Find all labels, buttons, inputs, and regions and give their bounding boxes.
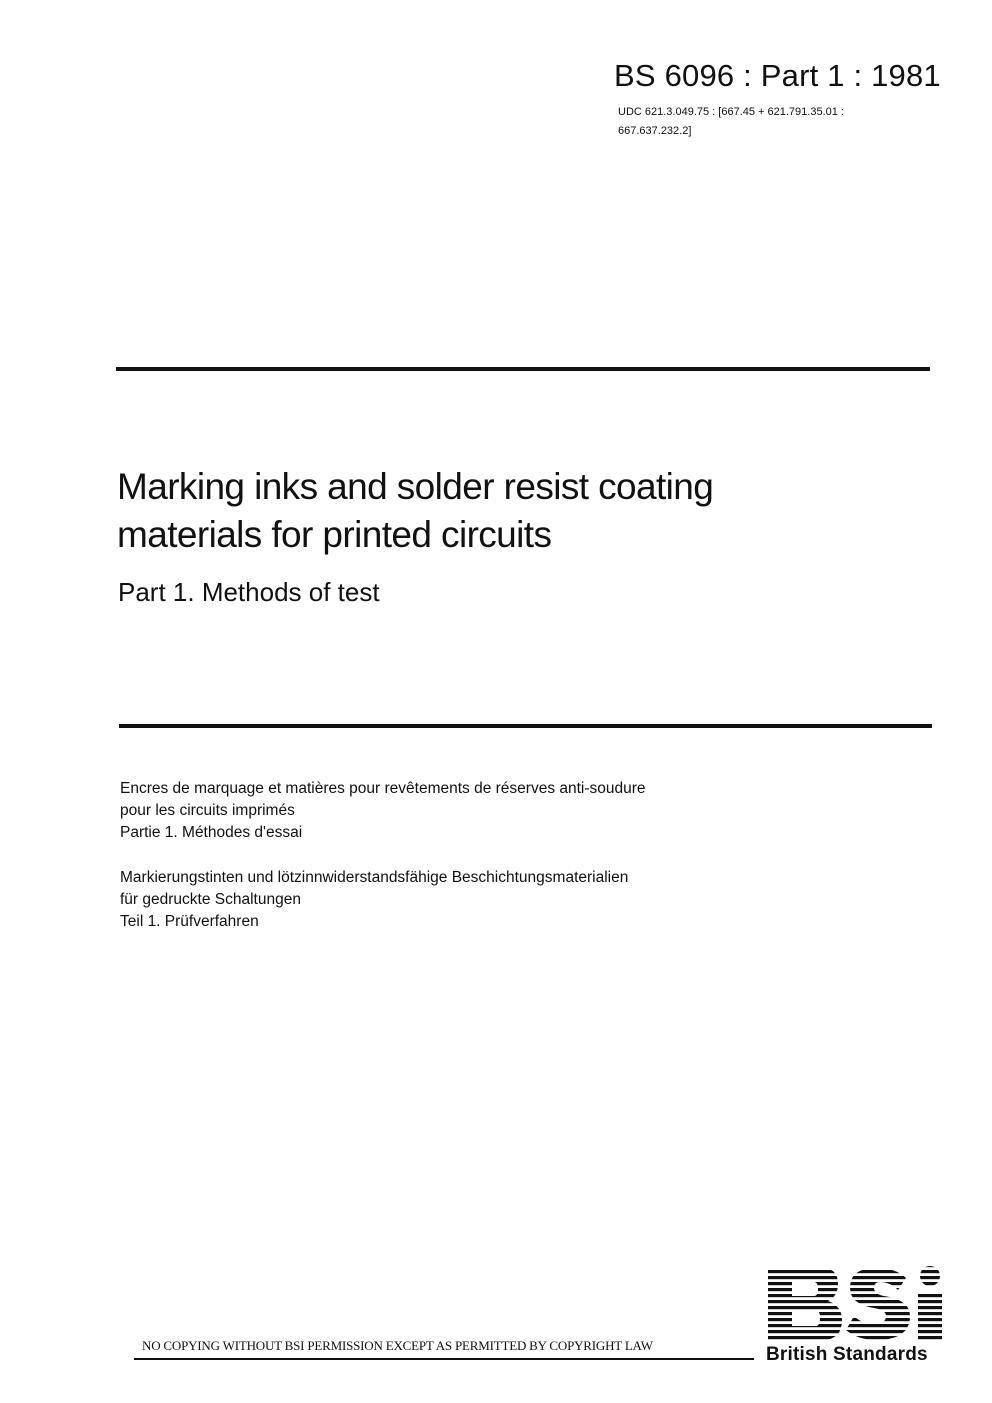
german-title-line: für gedruckte Schaltungen: [120, 891, 301, 908]
german-title: [120, 867, 628, 933]
title-line: Marking inks and solder resist coating: [117, 466, 714, 507]
document-subtitle: Part 1. Methods of test: [118, 577, 380, 607]
middle-divider: [119, 724, 932, 728]
document-title: [117, 463, 713, 559]
german-title-line: Markierungstinten und lötzinnwiderstandsfähige Beschichtungsmaterialien: [120, 869, 629, 886]
udc-line: UDC 621.3.049.75 : [667.45 + 621.791.35.01 :: [618, 106, 844, 118]
french-title: [120, 778, 646, 844]
bsi-wordmark-icon: [764, 1264, 944, 1344]
title-line: materials for printed circuits: [117, 514, 552, 555]
german-title-line: Teil 1. Prüfverfahren: [120, 913, 259, 930]
udc-line: 667.637.232.2]: [618, 125, 692, 137]
standard-number: BS 6096 : Part 1 : 1981: [614, 58, 941, 93]
french-title-line: pour les circuits imprimés: [120, 802, 295, 819]
bsi-logo: [764, 1264, 944, 1374]
udc-classification: [618, 103, 844, 141]
french-title-line: Partie 1. Méthodes d'essai: [120, 824, 303, 841]
french-title-line: Encres de marquage et matières pour revêtements de réserves anti-soudure: [120, 780, 646, 797]
top-divider: [116, 367, 930, 371]
bsi-tagline: British Standards: [766, 1344, 928, 1365]
copyright-notice: NO COPYING WITHOUT BSI PERMISSION EXCEPT AS PERMITTED BY COPYRIGHT LAW: [134, 1338, 754, 1360]
